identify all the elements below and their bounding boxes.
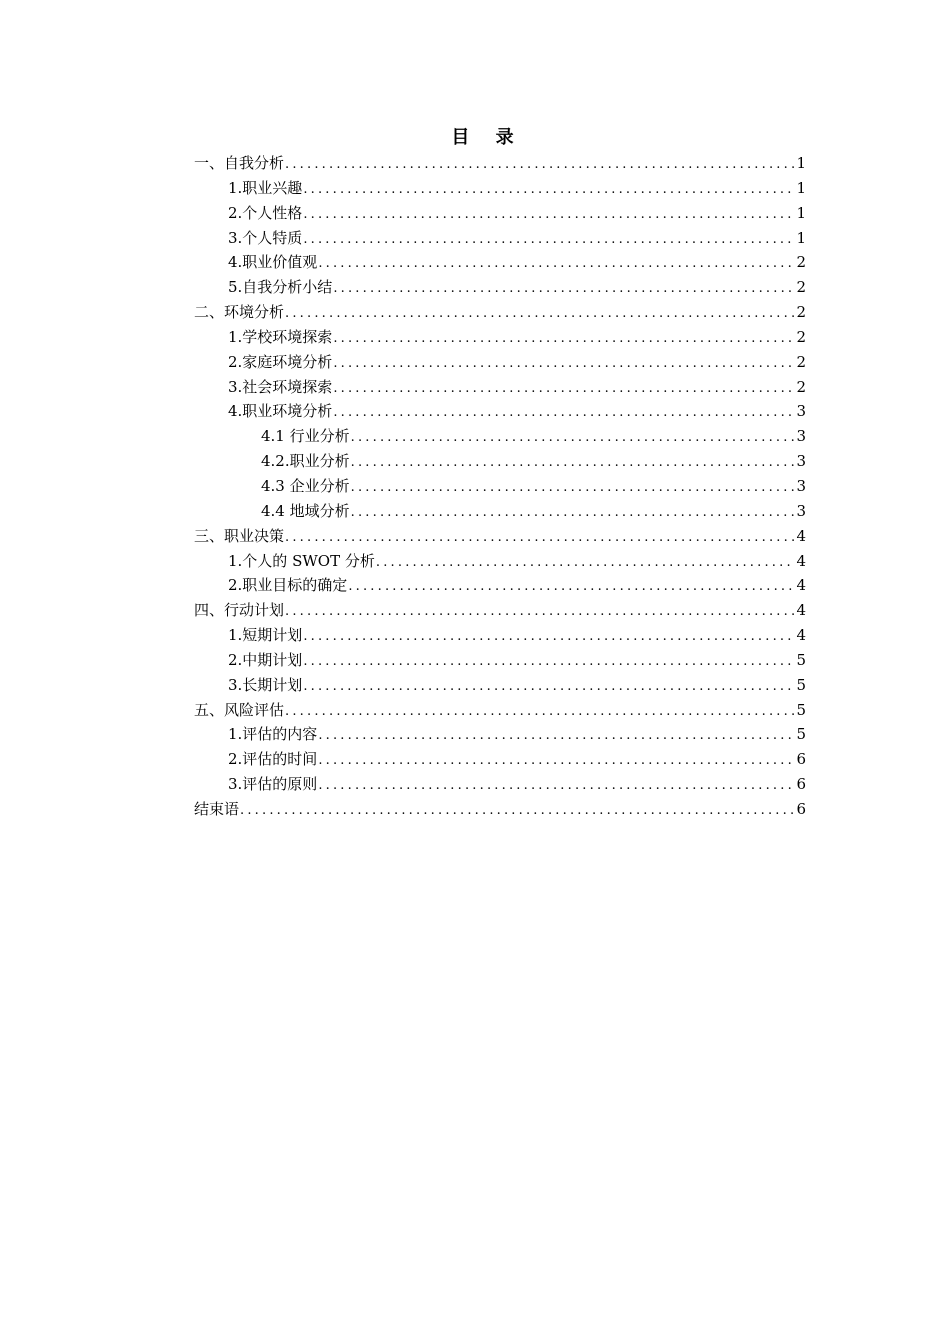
toc-entry-label: 3.长期计划 (228, 675, 303, 694)
toc-entry-label: 1.短期计划 (228, 626, 303, 645)
toc-entry-page-number: 1 (796, 228, 806, 247)
toc-entry-label: 二、环境分析 (194, 303, 285, 322)
toc-entry-label: 四、行动计划 (194, 601, 285, 620)
toc-entry[interactable] (194, 549, 806, 574)
toc-entry[interactable] (194, 772, 806, 797)
toc-dot-leader (376, 551, 796, 574)
toc-entry-label: 4.2.职业分析 (261, 452, 350, 471)
toc-entry-page-number: 4 (796, 601, 806, 620)
toc-entry-page-number: 5 (796, 650, 806, 669)
toc-entry[interactable] (194, 350, 806, 375)
toc-dot-leader (318, 774, 795, 797)
toc-entry[interactable] (194, 226, 806, 251)
toc-entry-page-number: 5 (796, 725, 806, 744)
toc-entry-page-number: 5 (796, 700, 806, 719)
toc-entry-label: 三、职业决策 (194, 526, 285, 545)
toc-entry-label: 五、风险评估 (194, 700, 285, 719)
toc-entry-label: 5.自我分析小结 (228, 278, 333, 297)
toc-dot-leader (285, 700, 795, 723)
toc-entry-page-number: 4 (796, 526, 806, 545)
toc-entry[interactable] (194, 399, 806, 424)
toc-entry-label: 4.4 地域分析 (261, 501, 350, 520)
toc-dot-leader (303, 675, 795, 698)
toc-dot-leader (303, 625, 795, 648)
toc-entry-page-number: 3 (796, 501, 806, 520)
toc-entry-page-number: 2 (796, 377, 806, 396)
toc-entry-label: 一、自我分析 (194, 154, 285, 172)
toc-entry-label: 3.评估的原则 (228, 775, 318, 794)
toc-dot-leader (351, 426, 796, 449)
toc-entry[interactable] (194, 673, 806, 698)
toc-title: 目 录 (451, 127, 524, 148)
toc-entry[interactable] (194, 797, 806, 822)
toc-entry-label: 3.社会环境探索 (228, 377, 333, 396)
toc-entry-page-number: 1 (796, 203, 806, 222)
toc-entry-page-number: 2 (796, 327, 806, 346)
toc-entry[interactable] (194, 375, 806, 400)
toc-entry[interactable] (194, 524, 806, 549)
toc-entry-page-number: 2 (796, 253, 806, 272)
toc-entry[interactable] (194, 499, 806, 524)
toc-dot-leader (303, 178, 795, 201)
toc-dot-leader (333, 377, 795, 400)
toc-entry-page-number: 3 (796, 402, 806, 421)
toc-dot-leader (285, 153, 795, 176)
toc-dot-leader (333, 327, 795, 350)
toc-entry[interactable] (194, 623, 806, 648)
toc-entry-page-number: 3 (796, 476, 806, 495)
toc-entry-label: 2.家庭环境分析 (228, 352, 333, 371)
toc-entry[interactable] (194, 300, 806, 325)
toc-dot-leader (285, 600, 795, 623)
toc-dot-leader (348, 575, 795, 598)
toc-dot-leader (303, 203, 795, 226)
toc-entry[interactable] (194, 698, 806, 723)
toc-entry-page-number: 1 (796, 154, 806, 172)
toc-dot-leader (240, 799, 795, 822)
toc-dot-leader (285, 526, 795, 549)
toc-entry[interactable] (194, 573, 806, 598)
toc-entry-page-number: 4 (796, 551, 806, 570)
table-of-contents (194, 151, 806, 822)
toc-dot-leader (285, 302, 795, 325)
toc-entry-label: 2.评估的时间 (228, 750, 318, 769)
toc-entry[interactable] (194, 151, 806, 176)
toc-entry-page-number: 1 (796, 178, 806, 197)
toc-entry-label: 4.职业价值观 (228, 253, 318, 272)
toc-entry[interactable] (194, 747, 806, 772)
toc-entry-label: 1.评估的内容 (228, 725, 318, 744)
toc-entry-page-number: 4 (796, 576, 806, 595)
toc-entry-page-number: 2 (796, 303, 806, 322)
toc-entry-label: 2.个人性格 (228, 203, 303, 222)
toc-entry-label: 1.个人的 SWOT 分析 (228, 551, 375, 570)
toc-dot-leader (303, 228, 795, 251)
toc-entry-page-number: 2 (796, 278, 806, 297)
toc-entry[interactable] (194, 598, 806, 623)
toc-entry-label: 4.职业环境分析 (228, 402, 333, 421)
toc-dot-leader (333, 352, 795, 375)
toc-entry[interactable] (194, 474, 806, 499)
toc-entry-label: 结束语 (194, 799, 240, 818)
toc-entry-page-number: 6 (796, 775, 806, 794)
toc-entry[interactable] (194, 275, 806, 300)
toc-entry-label: 4.3 企业分析 (261, 476, 350, 495)
toc-dot-leader (351, 501, 796, 524)
toc-dot-leader (318, 749, 795, 772)
toc-entry-page-number: 4 (796, 626, 806, 645)
toc-entry[interactable] (194, 449, 806, 474)
toc-entry[interactable] (194, 722, 806, 747)
toc-entry-page-number: 3 (796, 427, 806, 446)
toc-dot-leader (303, 650, 795, 673)
toc-dot-leader (351, 476, 796, 499)
toc-entry[interactable] (194, 424, 806, 449)
toc-entry-page-number: 2 (796, 352, 806, 371)
toc-entry-page-number: 5 (796, 675, 806, 694)
toc-entry[interactable] (194, 250, 806, 275)
toc-entry-page-number: 6 (796, 799, 806, 818)
toc-entry-page-number: 3 (796, 452, 806, 471)
toc-entry[interactable] (194, 176, 806, 201)
toc-entry[interactable] (194, 648, 806, 673)
toc-entry-label: 2.中期计划 (228, 650, 303, 669)
toc-entry-label: 4.1 行业分析 (261, 427, 350, 446)
toc-entry-label: 3.个人特质 (228, 228, 303, 247)
toc-dot-leader (333, 277, 795, 300)
toc-dot-leader (351, 451, 796, 474)
toc-dot-leader (333, 401, 795, 424)
toc-entry-page-number: 6 (796, 750, 806, 769)
toc-entry-label: 1.学校环境探索 (228, 327, 333, 346)
toc-entry[interactable] (194, 201, 806, 226)
toc-entry[interactable] (194, 325, 806, 350)
toc-entry-label: 1.职业兴趣 (228, 178, 303, 197)
toc-dot-leader (318, 724, 795, 747)
toc-entry-label: 2.职业目标的确定 (228, 576, 348, 595)
toc-dot-leader (318, 252, 795, 275)
